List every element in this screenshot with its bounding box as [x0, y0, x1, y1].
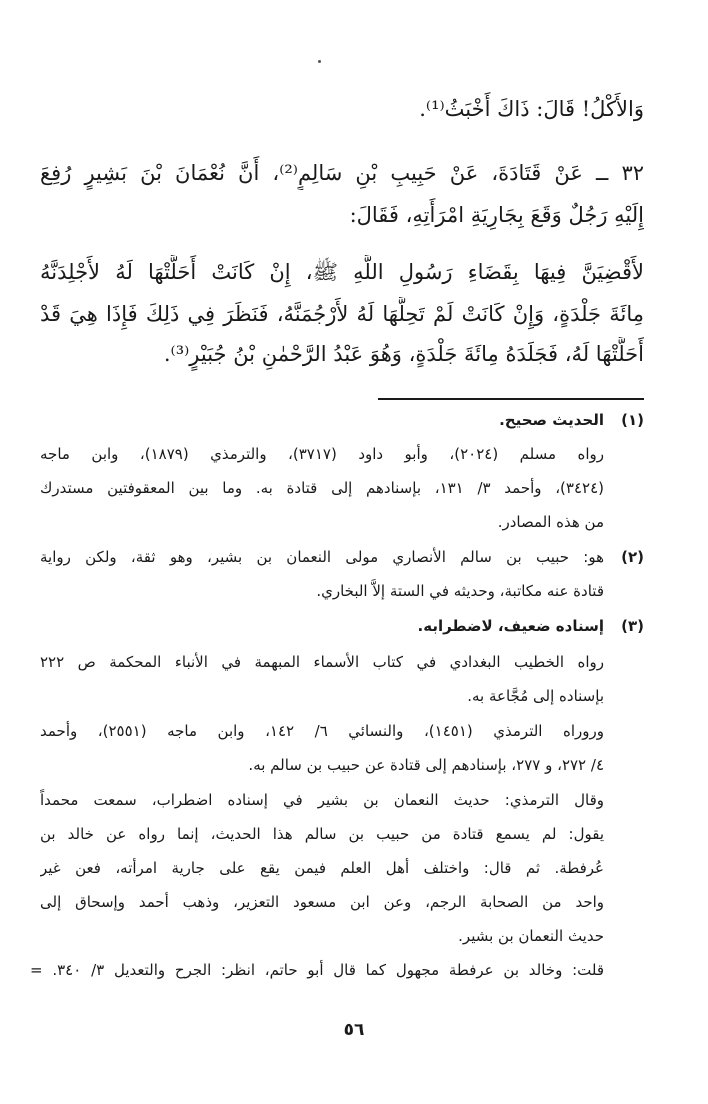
- footnote-line: وروراه الترمذي (١٤٥١)، والنسائي ٦/ ١٤٢، وابن ماجه (٢٥٥١)، وأحمد: [40, 722, 604, 740]
- footnote-line: هو: حبيب بن سالم الأنصاري مولى النعمان بن بشير، وهو ثقة، ولكن رواية: [40, 548, 604, 566]
- main-text-line: وَالأَكْلُ! قَالَ: ذَاكَ أَخْبَثُ⁽¹⁾.: [419, 97, 644, 121]
- main-text-line: أَحَلَّتْهَا لَهُ، فَجَلَدَهُ مِائَةَ جَلْدَةٍ، وَهُوَ عَبْدُ الرَّحْمٰنِ بْنُ جُبَيْرٍ⁽³⁾.: [163, 342, 644, 366]
- footnote-2-number: (٢): [621, 548, 644, 566]
- footnote-line: واحد من الصحابة الرجم، وعن ابن مسعود التعزير، وذهب أحمد وإسحاق إلى: [40, 893, 604, 911]
- footnote-line: قتادة عنه مكاتبة، وحديثه في الستة إلاَّ البخاري.: [316, 582, 604, 600]
- footnote-line: ٤/ ٢٧٢، و ٢٧٧، بإسنادهم إلى قتادة عن حبيب بن سالم به.: [248, 756, 604, 774]
- footnote-line: عُرفطة. ثم قال: واختلف أهل العلم فيمن يقع على جارية امرأته، فعن غير: [40, 859, 604, 877]
- footnote-1-number: (١): [621, 411, 644, 429]
- main-text-line: مِائَةَ جَلْدَةٍ، وَإِنْ كَانَتْ لَمْ تَحِلَّهَا لَهُ لأَرْجُمَنَّهُ، فَنَظَرَ فِي ذَلِكَ فَإِذَا هِيَ قَدْ: [40, 302, 644, 326]
- stray-dot: [318, 60, 321, 63]
- footnote-line: (٣٤٢٤)، وأحمد ٣/ ١٣١، بإسنادهم إلى قتادة به. وما بين المعقوفتين مستدرك: [40, 479, 604, 497]
- footnote-line: قلت: وخالد بن عرفطة مجهول كما قال أبو حاتم، انظر: الجرح والتعديل ٣/ ٣٤٠. =: [30, 961, 604, 979]
- hadith-32-line: ٣٢ ــ عَنْ قَتَادَةَ، عَنْ حَبِيبِ بْنِ سَالِمٍ⁽²⁾، أَنَّ نُعْمَانَ بْنَ بَشِيرٍ رُفِعَ: [40, 161, 644, 185]
- footnote-separator: [378, 398, 644, 400]
- page-number: ٥٦: [343, 1020, 365, 1040]
- footnote-line: يقول: لم يسمع قتادة من حبيب بن سالم هذا الحديث، إنما رواه عن خالد بن: [40, 825, 604, 843]
- footnote-line: بإسناده إلى مُجَّاعة به.: [467, 687, 604, 705]
- footnote-line: حديث النعمان بن بشير.: [458, 927, 604, 945]
- main-text-line: إِلَيْهِ رَجُلٌ وَقَعَ بِجَارِيَةِ امْرَأَتِهِ، فَقَالَ:: [349, 203, 644, 227]
- footnote-1-heading: الحديث صحيح.: [499, 411, 604, 429]
- main-text-line: لأَقْضِيَنَّ فِيهَا بِقَضَاءِ رَسُولِ اللَّهِ ﷺ، إِنْ كَانَتْ أَحَلَّتْهَا لَهُ لأَجْلِدَنَّهُ: [40, 260, 644, 284]
- footnote-line: رواه الخطيب البغدادي في كتاب الأسماء المبهمة في الأنباء المحكمة ص ٢٢٢: [40, 653, 604, 671]
- footnote-line: من هذه المصادر.: [497, 513, 604, 531]
- footnote-line: رواه مسلم (٢٠٢٤)، وأبو داود (٣٧١٧)، والترمذي (١٨٧٩)، وابن ماجه: [40, 445, 604, 463]
- footnote-3-heading: إسناده ضعيف، لاضطرابه.: [417, 617, 604, 635]
- footnote-line: وقال الترمذي: حديث النعمان بن بشير في إسناده اضطراب، سمعت محمداً: [40, 791, 604, 809]
- footnote-3-number: (٣): [621, 617, 644, 635]
